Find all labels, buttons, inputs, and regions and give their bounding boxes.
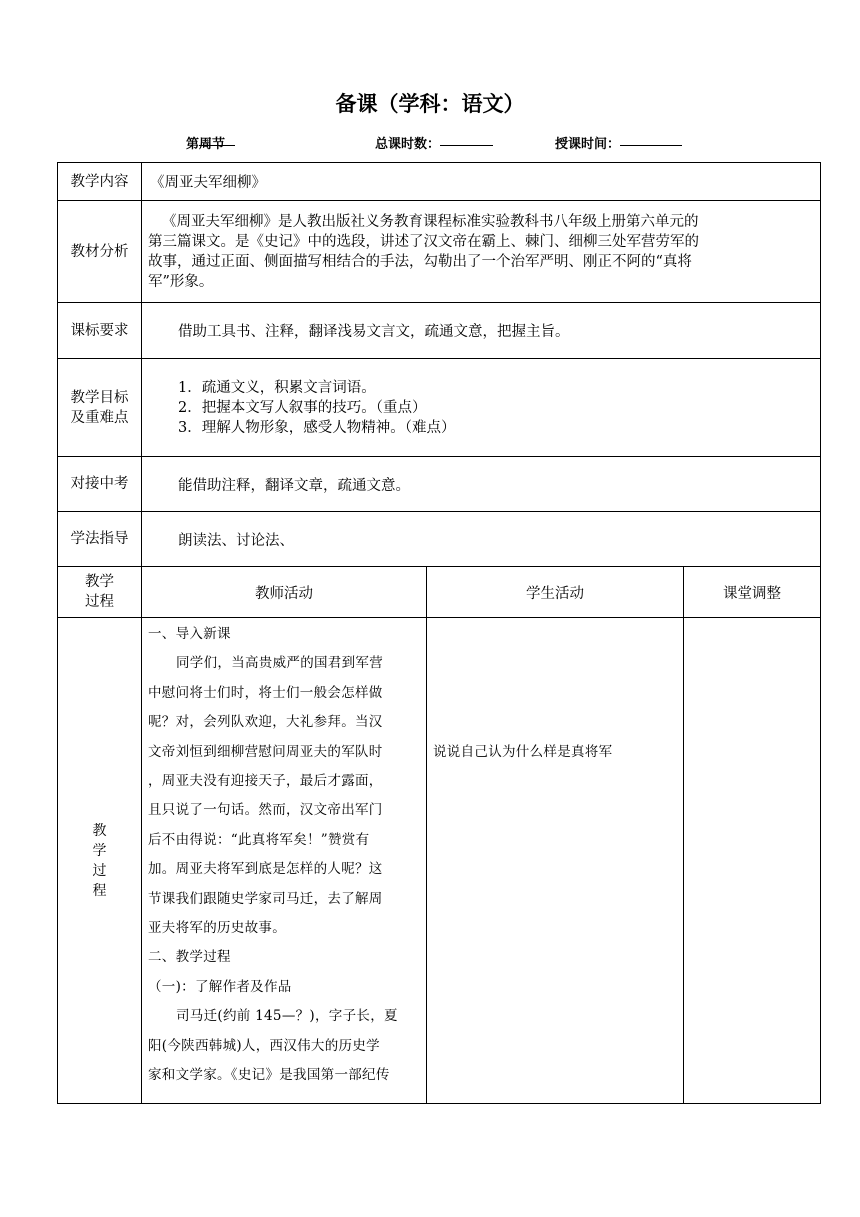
value-material-analysis bbox=[142, 201, 821, 303]
process-header-line: 教学 bbox=[85, 574, 114, 590]
teacher-line: 呢？对，会列队欢迎，大礼参拜。当汉 bbox=[148, 714, 383, 731]
page-title: 备课（学科：语文） bbox=[335, 92, 525, 116]
teacher-line: 阳(今陕西韩城)人，西汉伟大的历史学 bbox=[148, 1037, 380, 1054]
label-study-method: 学法指导 bbox=[58, 512, 142, 567]
student-activity-text: 说说自己认为什么样是真将军 bbox=[433, 744, 613, 760]
teacher-line: 后不由得说：“此真将军矣！”赞赏有 bbox=[148, 831, 370, 848]
period-blank[interactable] bbox=[212, 133, 235, 146]
label-material-analysis: 教材分析 bbox=[58, 201, 142, 303]
goal-item: 3．理解人物形象，感受人物精神。（难点） bbox=[178, 419, 456, 436]
week-prefix: 第 bbox=[186, 137, 200, 152]
row-teaching-goals bbox=[58, 359, 821, 457]
label-curriculum-standard: 课标要求 bbox=[58, 303, 142, 359]
teacher-line: 二、教学过程 bbox=[148, 949, 231, 966]
analysis-line: 军”形象。 bbox=[148, 273, 214, 290]
analysis-line: 故事，通过正面、侧面描写相结合的手法，勾勒出了一个治军严明、刚正不阿的“真将 bbox=[148, 253, 692, 270]
process-side-char: 过 bbox=[92, 862, 107, 879]
lesson-meta bbox=[0, 133, 860, 151]
week-mid: 周 bbox=[199, 137, 213, 152]
analysis-line: 《周亚夫军细柳》是人教出版社义务教育课程标准实验教科书八年级上册第六单元的 bbox=[162, 213, 699, 230]
row-exam-link bbox=[58, 457, 821, 512]
total-hours-label: 总课时数： bbox=[375, 137, 441, 152]
teacher-line: ，周亚夫没有迎接天子，最后才露面， bbox=[148, 773, 383, 790]
row-material-analysis bbox=[58, 201, 821, 303]
lesson-plan-table bbox=[57, 162, 821, 1104]
goals-label-line: 教学目标 bbox=[70, 389, 129, 406]
label-process-side bbox=[58, 618, 142, 1104]
process-side-char: 学 bbox=[92, 842, 107, 859]
value-curriculum-standard: 借助工具书、注释，翻译浅易文言文，疏通文意，把握主旨。 bbox=[142, 303, 821, 359]
row-curriculum-standard bbox=[58, 303, 821, 359]
row-process-body bbox=[58, 618, 821, 1104]
row-study-method bbox=[58, 512, 821, 567]
value-teaching-content: 《周亚夫军细柳》 bbox=[142, 163, 821, 201]
teacher-line: 加。周亚夫将军到底是怎样的人呢？这 bbox=[148, 861, 383, 878]
header-class-adjust: 课堂调整 bbox=[684, 567, 821, 618]
teacher-line: 且只说了一句话。然而，汉文帝出军门 bbox=[148, 802, 383, 819]
value-teaching-goals bbox=[142, 359, 821, 457]
week-field bbox=[186, 133, 225, 152]
value-exam-link: 能借助注释，翻译文章，疏通文意。 bbox=[142, 457, 821, 512]
row-teaching-content bbox=[58, 163, 821, 201]
total-hours-field bbox=[375, 133, 440, 152]
row-process-header bbox=[58, 567, 821, 618]
class-adjust-cell[interactable] bbox=[684, 618, 821, 1104]
teach-time-blank[interactable] bbox=[620, 133, 682, 146]
teacher-line: 节课我们跟随史学家司马迁，去了解周 bbox=[148, 890, 383, 907]
label-process-header bbox=[58, 567, 142, 618]
teacher-line: 一、导入新课 bbox=[148, 626, 231, 642]
process-side-char: 教 bbox=[92, 822, 107, 839]
goals-label-line: 及重难点 bbox=[70, 409, 129, 426]
analysis-line: 第三篇课文。是《史记》中的选段，讲述了汉文帝在霸上、棘门、细柳三处军营劳军的 bbox=[148, 233, 699, 250]
header-teacher-activity: 教师活动 bbox=[142, 567, 427, 618]
teach-time-label: 授课时间： bbox=[555, 137, 621, 152]
week-suffix: 节 bbox=[212, 137, 226, 152]
teacher-line: （一)：了解作者及作品 bbox=[148, 978, 292, 995]
teacher-line: 文帝刘恒到细柳营慰问周亚夫的军队时 bbox=[148, 743, 383, 760]
teacher-line: 亚夫将军的历史故事。 bbox=[148, 920, 286, 937]
total-hours-blank[interactable] bbox=[440, 133, 493, 146]
value-study-method: 朗读法、讨论法、 bbox=[142, 512, 821, 567]
goal-item: 2．把握本文写人叙事的技巧。（重点） bbox=[178, 399, 427, 416]
teach-time-field bbox=[555, 133, 620, 152]
teacher-line: 家和文学家。《史记》是我国第一部纪传 bbox=[148, 1067, 390, 1084]
goal-item: 1．疏通文义，积累文言词语。 bbox=[178, 379, 376, 396]
teacher-line: 中慰问将士们时，将士们一般会怎样做 bbox=[148, 684, 383, 701]
label-teaching-goals bbox=[58, 359, 142, 457]
process-side-char: 程 bbox=[92, 882, 107, 899]
student-activity-cell bbox=[427, 618, 684, 1104]
teacher-line: 司马迁(约前 145—？)，字子长，夏 bbox=[176, 1008, 398, 1025]
process-header-line: 过程 bbox=[85, 594, 114, 610]
label-teaching-content: 教学内容 bbox=[58, 163, 142, 201]
teacher-activity-cell bbox=[142, 618, 427, 1104]
teacher-line: 同学们，当高贵威严的国君到军营 bbox=[176, 655, 383, 672]
label-exam-link: 对接中考 bbox=[58, 457, 142, 512]
header-student-activity: 学生活动 bbox=[427, 567, 684, 618]
